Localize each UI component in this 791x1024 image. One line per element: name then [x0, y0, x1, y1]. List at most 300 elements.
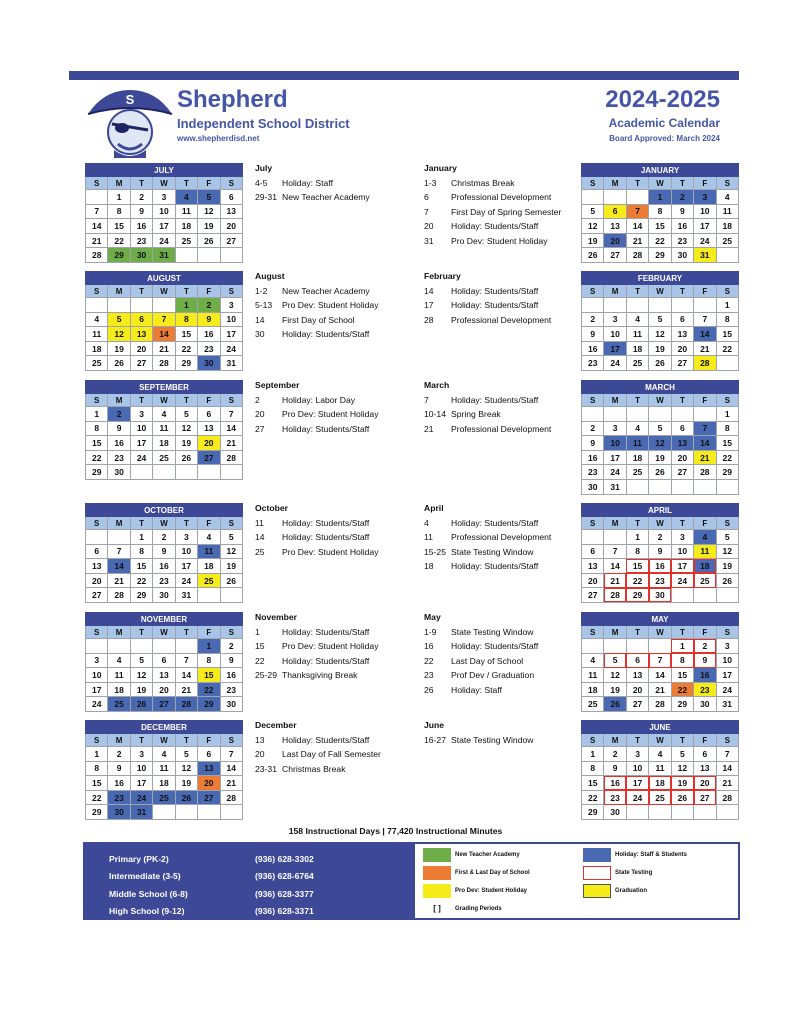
- day-cell: 26: [582, 248, 604, 263]
- weekday-header: S: [86, 177, 108, 190]
- legend-label: State Testing: [615, 870, 653, 876]
- empty-day-cell: [671, 588, 693, 603]
- day-cell: 3: [130, 407, 152, 422]
- event-row: [255, 625, 379, 640]
- day-cell: 16: [220, 668, 242, 683]
- event-name: Professional Development: [451, 192, 552, 203]
- day-cell: 26: [175, 790, 197, 805]
- event-row: [424, 176, 561, 191]
- day-cell: 3: [671, 530, 693, 545]
- weekday-header: W: [153, 734, 175, 747]
- day-cell: 18: [153, 776, 175, 791]
- empty-day-cell: [649, 298, 671, 313]
- empty-day-cell: [108, 639, 130, 654]
- campus-phone: (936) 628-3371: [255, 906, 314, 917]
- day-cell: 1: [671, 639, 693, 654]
- event-date: 20: [255, 409, 265, 420]
- day-cell: 15: [649, 219, 671, 234]
- event-row: [424, 733, 533, 748]
- day-cell: 7: [86, 204, 108, 219]
- day-cell: 12: [649, 436, 671, 451]
- weekday-header: W: [153, 394, 175, 407]
- day-cell: 15: [86, 776, 108, 791]
- day-cell: 5: [175, 747, 197, 762]
- legend-swatch-green: [423, 848, 451, 862]
- empty-day-cell: [220, 805, 242, 820]
- day-cell: 19: [130, 682, 152, 697]
- event-date: 18: [424, 561, 434, 572]
- empty-day-cell: [716, 248, 738, 263]
- day-cell: 22: [716, 341, 738, 356]
- day-cell: 27: [198, 450, 220, 465]
- calendar-september: [85, 380, 243, 480]
- weekday-header: T: [175, 734, 197, 747]
- day-cell: 11: [626, 327, 648, 342]
- district-website-link[interactable]: www.shepherdisd.net: [177, 134, 260, 143]
- weekday-header: F: [694, 734, 716, 747]
- event-name: Pro Dev: Student Holiday: [451, 235, 548, 246]
- day-cell: 1: [716, 407, 738, 422]
- empty-day-cell: [198, 248, 220, 263]
- day-cell: 26: [649, 465, 671, 480]
- legend-label: Holiday: Staff & Students: [615, 852, 688, 858]
- event-row: [424, 683, 538, 698]
- day-cell: 27: [582, 588, 604, 603]
- event-row: [424, 422, 551, 437]
- day-cell: 16: [130, 219, 152, 234]
- day-cell: 30: [108, 805, 130, 820]
- day-cell: 25: [153, 450, 175, 465]
- day-cell: 12: [604, 668, 626, 683]
- day-cell: 13: [220, 204, 242, 219]
- events-january: [424, 161, 561, 249]
- contact-row: [109, 850, 415, 868]
- weekday-header: W: [153, 626, 175, 639]
- empty-day-cell: [649, 639, 671, 654]
- day-cell: 16: [694, 668, 716, 683]
- day-cell: 24: [671, 573, 693, 588]
- event-row: [255, 298, 379, 313]
- day-cell: 5: [649, 312, 671, 327]
- event-name: Pro Dev: Student Holiday: [282, 300, 379, 311]
- event-name: Holiday: Students/Staff: [451, 221, 539, 232]
- event-name: State Testing Window: [451, 626, 534, 637]
- day-cell: 9: [649, 544, 671, 559]
- day-cell: 10: [671, 544, 693, 559]
- day-cell: 16: [108, 436, 130, 451]
- campus-phone: (936) 628-3377: [255, 888, 314, 899]
- events-month-heading: October: [255, 503, 288, 513]
- day-cell: 19: [220, 559, 242, 574]
- events-month-heading: August: [255, 271, 285, 281]
- day-cell: 15: [130, 559, 152, 574]
- day-cell: 19: [108, 341, 130, 356]
- day-cell: 4: [649, 747, 671, 762]
- day-cell: 1: [582, 747, 604, 762]
- empty-day-cell: [220, 588, 242, 603]
- empty-day-cell: [220, 248, 242, 263]
- day-cell: 9: [671, 204, 693, 219]
- event-name: Professional Development: [451, 532, 552, 543]
- day-cell: 27: [153, 697, 175, 712]
- weekday-header: F: [694, 285, 716, 298]
- day-cell: 3: [220, 298, 242, 313]
- day-cell: 25: [153, 790, 175, 805]
- day-cell: 15: [198, 668, 220, 683]
- day-cell: 19: [198, 219, 220, 234]
- empty-day-cell: [626, 298, 648, 313]
- day-cell: 24: [130, 450, 152, 465]
- day-cell: 6: [153, 653, 175, 668]
- day-cell: 24: [130, 790, 152, 805]
- day-cell: 30: [694, 697, 716, 712]
- day-cell: 26: [649, 356, 671, 371]
- empty-day-cell: [716, 588, 738, 603]
- day-cell: 18: [175, 219, 197, 234]
- day-cell: 23: [671, 233, 693, 248]
- campus-name: Middle School (6-8): [109, 888, 188, 899]
- day-cell: 31: [153, 248, 175, 263]
- event-name: Holiday: Students/Staff: [282, 626, 370, 637]
- weekday-header: T: [130, 734, 152, 747]
- day-cell: 26: [716, 573, 738, 588]
- calendar-january: [581, 163, 739, 263]
- event-name: First Day of School: [282, 314, 355, 325]
- day-cell: 3: [626, 747, 648, 762]
- weekday-header: M: [108, 734, 130, 747]
- day-cell: 20: [582, 573, 604, 588]
- event-row: [424, 559, 551, 574]
- event-name: Holiday: Students/Staff: [451, 285, 539, 296]
- day-cell: 7: [175, 653, 197, 668]
- day-cell: 30: [649, 588, 671, 603]
- day-cell: 21: [626, 233, 648, 248]
- event-name: Holiday: Students/Staff: [451, 517, 539, 528]
- day-cell: 19: [649, 450, 671, 465]
- day-cell: 4: [153, 407, 175, 422]
- day-cell: 6: [582, 544, 604, 559]
- day-cell: 9: [130, 204, 152, 219]
- event-row: [255, 313, 379, 328]
- weekday-header: S: [716, 626, 738, 639]
- day-cell: 7: [153, 312, 175, 327]
- day-cell: 22: [86, 450, 108, 465]
- event-row: [424, 530, 551, 545]
- day-cell: 5: [198, 190, 220, 205]
- weekday-header: M: [108, 517, 130, 530]
- day-cell: 30: [130, 248, 152, 263]
- calendar-may: [581, 612, 739, 712]
- event-row: [424, 219, 561, 234]
- calendar-april: [581, 503, 739, 603]
- event-date: 4: [424, 517, 429, 528]
- weekday-header: T: [671, 626, 693, 639]
- weekday-header: M: [604, 394, 626, 407]
- day-cell: 31: [716, 697, 738, 712]
- event-name: Spring Break: [451, 409, 501, 420]
- event-name: Holiday: Students/Staff: [282, 532, 370, 543]
- day-cell: 24: [694, 233, 716, 248]
- weekday-header: T: [175, 394, 197, 407]
- event-row: [255, 654, 379, 669]
- event-row: [255, 393, 379, 408]
- day-cell: 18: [582, 682, 604, 697]
- day-cell: 24: [175, 573, 197, 588]
- day-cell: 20: [626, 682, 648, 697]
- day-cell: 20: [198, 776, 220, 791]
- day-cell: 6: [671, 421, 693, 436]
- event-row: [255, 530, 379, 545]
- empty-day-cell: [153, 805, 175, 820]
- calendar-december: [85, 720, 243, 820]
- day-cell: 1: [716, 298, 738, 313]
- event-name: Holiday: Students/Staff: [282, 517, 370, 528]
- day-cell: 13: [198, 761, 220, 776]
- event-date: 11: [424, 532, 433, 543]
- event-name: Holiday: Staff: [451, 684, 502, 695]
- day-cell: 31: [220, 356, 242, 371]
- day-cell: 20: [220, 219, 242, 234]
- day-cell: 15: [716, 327, 738, 342]
- day-cell: 16: [604, 776, 626, 791]
- event-name: Prof Dev / Graduation: [451, 670, 535, 681]
- event-row: [255, 762, 381, 777]
- empty-day-cell: [582, 530, 604, 545]
- weekday-header: W: [649, 285, 671, 298]
- weekday-header: F: [694, 517, 716, 530]
- weekday-header: T: [130, 626, 152, 639]
- event-date: 23-31: [255, 763, 277, 774]
- day-cell: 14: [220, 761, 242, 776]
- day-cell: 18: [108, 682, 130, 697]
- day-cell: 5: [175, 407, 197, 422]
- legend-testing: [583, 866, 652, 880]
- event-row: [255, 747, 381, 762]
- district-subtitle: Independent School District: [177, 116, 350, 131]
- day-cell: 29: [626, 588, 648, 603]
- day-cell: 7: [716, 747, 738, 762]
- day-cell: 17: [716, 668, 738, 683]
- day-cell: 14: [716, 761, 738, 776]
- empty-day-cell: [649, 407, 671, 422]
- weekday-header: S: [582, 394, 604, 407]
- empty-day-cell: [582, 407, 604, 422]
- empty-day-cell: [130, 639, 152, 654]
- events-september: [255, 378, 379, 436]
- events-july: [255, 161, 370, 205]
- event-date: 4-5: [255, 177, 268, 188]
- weekday-header: S: [716, 177, 738, 190]
- weekday-header: S: [220, 394, 242, 407]
- day-cell: 8: [86, 761, 108, 776]
- weekday-header: T: [175, 626, 197, 639]
- day-cell: 1: [130, 530, 152, 545]
- day-cell: 10: [694, 204, 716, 219]
- day-cell: 16: [582, 341, 604, 356]
- day-cell: 14: [694, 436, 716, 451]
- day-cell: 8: [626, 544, 648, 559]
- day-cell: 20: [86, 573, 108, 588]
- day-cell: 23: [153, 573, 175, 588]
- events-june: [424, 718, 533, 747]
- day-cell: 16: [649, 559, 671, 574]
- weekday-header: W: [153, 517, 175, 530]
- day-cell: 7: [694, 421, 716, 436]
- day-cell: 21: [649, 682, 671, 697]
- event-row: [255, 668, 379, 683]
- day-cell: 29: [716, 465, 738, 480]
- event-row: [255, 516, 379, 531]
- day-cell: 28: [694, 465, 716, 480]
- empty-day-cell: [108, 530, 130, 545]
- footer-panel: [83, 842, 740, 920]
- day-cell: 1: [626, 530, 648, 545]
- weekday-header: W: [153, 177, 175, 190]
- day-cell: 23: [108, 450, 130, 465]
- day-cell: 26: [220, 573, 242, 588]
- day-cell: 18: [649, 776, 671, 791]
- day-cell: 29: [582, 805, 604, 820]
- weekday-header: T: [175, 177, 197, 190]
- month-header: MARCH: [582, 381, 739, 394]
- day-cell: 3: [716, 639, 738, 654]
- day-cell: 7: [649, 653, 671, 668]
- weekday-header: T: [626, 734, 648, 747]
- day-cell: 30: [671, 248, 693, 263]
- day-cell: 12: [130, 668, 152, 683]
- event-row: [255, 327, 379, 342]
- day-cell: 19: [175, 776, 197, 791]
- day-cell: 13: [86, 559, 108, 574]
- day-cell: 21: [220, 776, 242, 791]
- day-cell: 22: [198, 682, 220, 697]
- campus-contacts: [85, 844, 415, 918]
- event-row: [424, 668, 538, 683]
- day-cell: 4: [582, 653, 604, 668]
- day-cell: 9: [108, 421, 130, 436]
- day-cell: 2: [694, 639, 716, 654]
- event-row: [424, 313, 551, 328]
- day-cell: 5: [604, 653, 626, 668]
- events-august: [255, 269, 379, 342]
- day-cell: 15: [716, 436, 738, 451]
- weekday-header: S: [582, 626, 604, 639]
- day-cell: 16: [108, 776, 130, 791]
- event-date: 23: [424, 670, 434, 681]
- day-cell: 13: [671, 436, 693, 451]
- day-cell: 17: [626, 776, 648, 791]
- event-date: 15: [255, 641, 265, 652]
- calendar-august: [85, 271, 243, 371]
- events-month-heading: November: [255, 612, 298, 622]
- weekday-header: T: [175, 517, 197, 530]
- campus-phone: (936) 628-3302: [255, 853, 314, 864]
- weekday-header: F: [694, 394, 716, 407]
- day-cell: 9: [604, 761, 626, 776]
- day-cell: 4: [108, 653, 130, 668]
- day-cell: 23: [198, 341, 220, 356]
- day-cell: 7: [108, 544, 130, 559]
- calendar-february: [581, 271, 739, 371]
- day-cell: 12: [582, 219, 604, 234]
- weekday-header: M: [108, 626, 130, 639]
- weekday-header: W: [649, 394, 671, 407]
- weekday-header: M: [108, 177, 130, 190]
- day-cell: 13: [626, 668, 648, 683]
- day-cell: 15: [582, 776, 604, 791]
- weekday-header: S: [582, 734, 604, 747]
- day-cell: 11: [198, 544, 220, 559]
- day-cell: 20: [671, 341, 693, 356]
- day-cell: 11: [716, 204, 738, 219]
- day-cell: 1: [86, 747, 108, 762]
- event-name: First Day of Spring Semester: [451, 206, 562, 217]
- event-name: Pro Dev: Student Holiday: [282, 641, 379, 652]
- day-cell: 14: [694, 327, 716, 342]
- day-cell: 10: [716, 653, 738, 668]
- day-cell: 5: [716, 530, 738, 545]
- logo-letter: S: [125, 92, 135, 107]
- event-row: [424, 516, 551, 531]
- event-row: [424, 625, 538, 640]
- event-row: [424, 234, 561, 249]
- day-cell: 4: [626, 312, 648, 327]
- calendar-october: [85, 503, 243, 603]
- day-cell: 29: [130, 588, 152, 603]
- day-cell: 4: [626, 421, 648, 436]
- event-date: 28: [424, 314, 434, 325]
- day-cell: 2: [671, 190, 693, 205]
- event-date: 25-29: [255, 670, 277, 681]
- day-cell: 29: [108, 248, 130, 263]
- day-cell: 24: [153, 233, 175, 248]
- event-name: Christmas Break: [451, 177, 515, 188]
- day-cell: 9: [582, 436, 604, 451]
- day-cell: 25: [694, 573, 716, 588]
- legend-swatch-yellow-outline: [583, 884, 611, 898]
- event-name: State Testing Window: [451, 546, 534, 557]
- event-name: Holiday: Labor Day: [282, 394, 356, 405]
- events-month-heading: February: [424, 271, 461, 281]
- day-cell: 22: [582, 790, 604, 805]
- events-october: [255, 501, 379, 559]
- empty-day-cell: [604, 639, 626, 654]
- event-name: Holiday: Students/Staff: [282, 423, 370, 434]
- day-cell: 17: [694, 219, 716, 234]
- day-cell: 27: [198, 790, 220, 805]
- day-cell: 10: [86, 668, 108, 683]
- empty-day-cell: [86, 190, 108, 205]
- day-cell: 2: [649, 530, 671, 545]
- day-cell: 15: [175, 327, 197, 342]
- day-cell: 19: [604, 682, 626, 697]
- day-cell: 10: [130, 421, 152, 436]
- empty-day-cell: [671, 407, 693, 422]
- weekday-header: T: [671, 394, 693, 407]
- weekday-header: F: [694, 626, 716, 639]
- event-date: 7: [424, 206, 429, 217]
- day-cell: 24: [604, 356, 626, 371]
- weekday-header: W: [153, 285, 175, 298]
- event-date: 1: [255, 626, 260, 637]
- empty-day-cell: [86, 530, 108, 545]
- empty-day-cell: [716, 356, 738, 371]
- day-cell: 8: [86, 421, 108, 436]
- day-cell: 27: [694, 790, 716, 805]
- day-cell: 17: [220, 327, 242, 342]
- day-cell: 30: [108, 465, 130, 480]
- event-row: [424, 654, 538, 669]
